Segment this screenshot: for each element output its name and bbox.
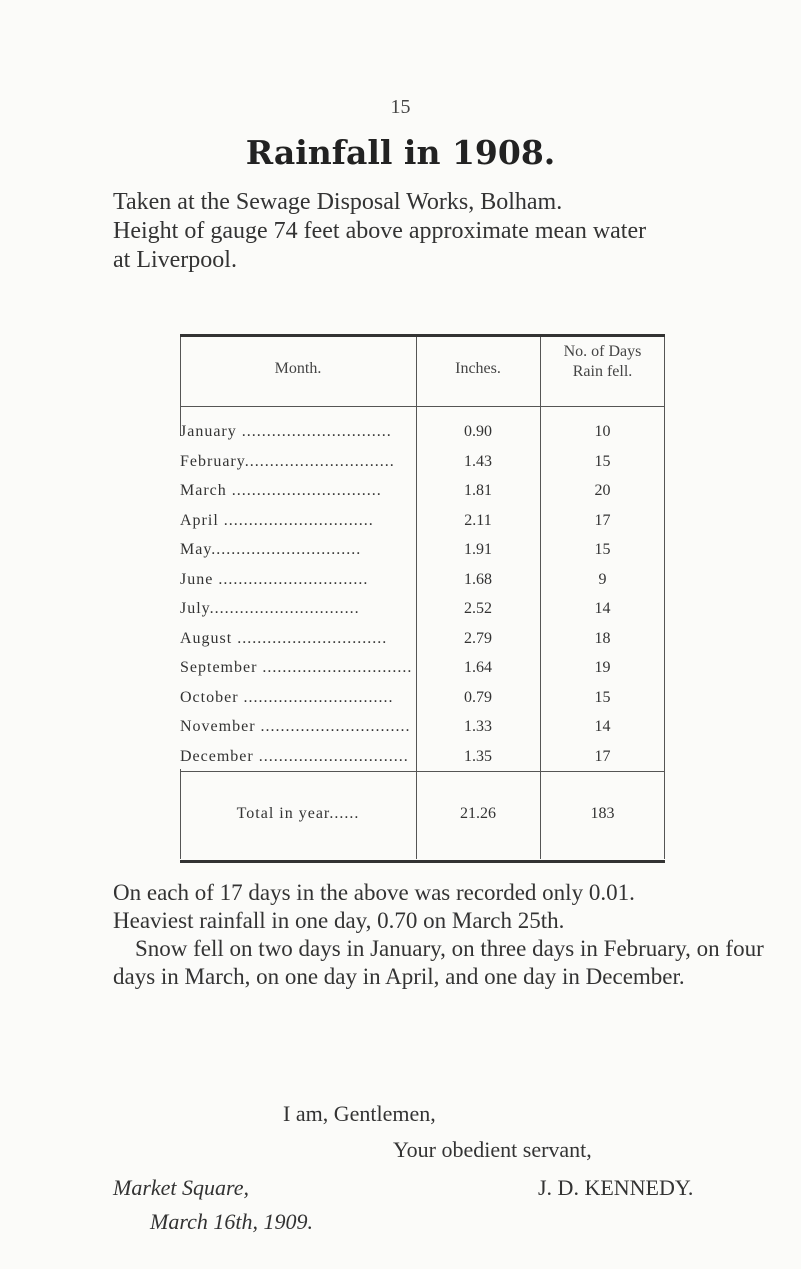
header-month: Month. [274,360,322,377]
header-days-line-2: Rain fell. [572,363,633,380]
intro-line-1: Taken at the Sewage Disposal Works, Bolham. [113,189,563,215]
header-days-line-1: No. of Days [563,343,642,360]
days-cell: 17 [594,747,611,765]
inches-cell: 0.79 [464,688,492,706]
days-cell: 15 [594,452,611,470]
month-cell: May.............................. [180,541,362,558]
inches-cell: 2.11 [464,511,492,529]
month-cell: March .............................. [180,482,382,499]
page-title: Rainfall in 1908. [245,133,556,172]
days-cell: 9 [598,570,607,588]
inches-cell: 0.90 [464,423,492,440]
sign-off: Your obedient servant, [393,1137,592,1162]
total-label: Total in year...... [236,805,360,822]
table-row [180,748,665,788]
days-cell: 14 [594,718,611,735]
intro-line-2: Height of gauge 74 feet above approximate mean water [113,218,647,244]
intro-line-3: at Liverpool. [113,247,237,273]
total-row [180,805,665,845]
month-cell: November .............................. [180,718,411,735]
days-cell: 15 [594,541,611,558]
inches-cell: 1.33 [464,718,492,735]
month-cell: January .............................. [180,423,392,440]
note-light-days: On each of 17 days in the above was recorded only 0.01. [113,880,635,905]
days-cell: 15 [594,688,611,706]
days-cell: 20 [594,482,611,499]
header-inches: Inches. [455,360,501,377]
note-snow: Snow fell on two days in January, on three days in February, on four days in March, on one day in April, and one day in December. [113,936,764,989]
place: Market Square, [113,1175,250,1200]
month-cell: April .............................. [180,511,374,529]
inches-cell: 1.68 [464,570,492,588]
inches-cell: 2.52 [464,600,492,617]
days-cell: 19 [594,659,611,676]
date: March 16th, 1909. [150,1209,313,1234]
days-cell: 18 [594,629,611,647]
note-heaviest: Heaviest rainfall in one day, 0.70 on March 25th. [113,908,565,933]
month-cell: December .............................. [180,747,409,765]
month-cell: October .............................. [180,688,394,706]
month-cell: August .............................. [180,629,388,647]
table-rule [180,406,665,407]
total-days: 183 [590,805,615,822]
month-cell: September .............................. [180,659,413,676]
inches-cell: 2.79 [464,629,492,647]
salutation: I am, Gentlemen, [283,1101,436,1126]
rainfall-table [180,334,665,863]
inches-cell: 1.81 [464,482,492,499]
page-number: 15 [390,96,411,118]
month-cell: July.............................. [180,600,360,617]
inches-cell: 1.64 [464,659,492,676]
month-cell: June .............................. [180,570,369,588]
table-rule [180,337,181,436]
days-cell: 17 [594,511,611,529]
days-cell: 10 [594,423,611,440]
intro-text [113,188,763,275]
days-cell: 14 [594,600,611,617]
inches-cell: 1.91 [464,541,492,558]
inches-cell: 1.43 [464,452,492,470]
month-cell: February.............................. [180,452,395,470]
total-inches: 21.26 [460,805,496,822]
notes [113,879,783,991]
inches-cell: 1.35 [464,747,492,765]
signature: J. D. KENNEDY. [538,1175,694,1200]
